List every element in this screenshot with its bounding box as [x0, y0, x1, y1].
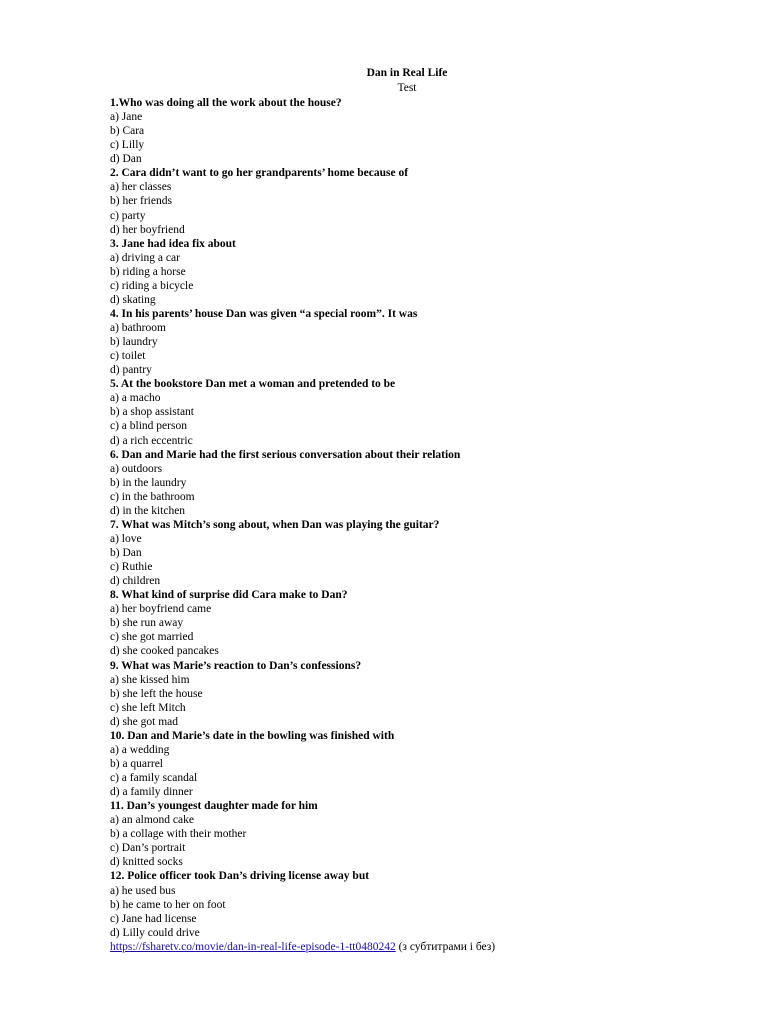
answer-option: d) Lilly could drive — [110, 926, 200, 939]
answer-option: b) a shop assistant — [110, 406, 195, 419]
answer-option: c) Ruthie — [110, 561, 153, 574]
footer — [110, 940, 495, 954]
answer-option: b) Cara — [110, 125, 145, 138]
question-text: 11. Dan’s youngest daughter made for him — [110, 800, 318, 813]
answer-option: d) a rich eccentric — [110, 434, 193, 447]
question-block — [110, 377, 750, 447]
answer-option: a) driving a car — [110, 251, 180, 264]
answer-option: c) a blind person — [110, 420, 187, 433]
document-title: Dan in Real Life — [366, 67, 448, 79]
answer-option: a) bathroom — [110, 322, 166, 334]
question-list — [110, 96, 750, 940]
answer-option: b) her friends — [110, 195, 172, 208]
answer-option: c) riding a bicycle — [110, 279, 194, 292]
question-text: 6. Dan and Marie had the first serious conversation about their relation — [110, 448, 461, 461]
answer-option: c) she got married — [110, 631, 194, 644]
question-block — [110, 869, 750, 939]
question-block — [110, 588, 750, 658]
question-text: 3. Jane had idea fix about — [110, 237, 236, 250]
question-block — [110, 237, 750, 307]
question-text: 8. What kind of surprise did Cara make to Dan? — [110, 589, 348, 602]
question-block — [110, 307, 750, 377]
answer-option: d) a family dinner — [110, 786, 193, 799]
answer-option: d) Dan — [110, 153, 142, 166]
answer-option: b) Dan — [110, 547, 142, 559]
answer-option: b) she left the house — [110, 687, 203, 700]
answer-option: b) a quarrel — [110, 757, 163, 770]
answer-option: a) love — [110, 532, 142, 545]
answer-option: a) he used bus — [110, 884, 176, 897]
question-block — [110, 96, 750, 166]
question-text: 4. In his parents’ house Dan was given “a special room”. It was — [110, 307, 418, 320]
answer-option: c) Jane had license — [110, 912, 197, 925]
question-text: 5. At the bookstore Dan met a woman and pretended to be — [110, 378, 396, 391]
answer-option: c) toilet — [110, 350, 146, 363]
document-page — [0, 66, 768, 939]
answer-option: c) Dan’s portrait — [110, 842, 186, 855]
answer-option: d) in the kitchen — [110, 504, 186, 517]
question-text: 12. Police officer took Dan’s driving license away but — [110, 870, 370, 883]
footer-note: (з субтитрами і без) — [395, 941, 496, 953]
answer-option: a) Jane — [110, 111, 143, 124]
question-text: 2. Cara didn’t want to go her grandparents’ home because of — [110, 167, 409, 180]
question-text: 9. What was Marie’s reaction to Dan’s confessions? — [110, 659, 362, 672]
answer-option: d) her boyfriend — [110, 223, 185, 236]
answer-option: a) her classes — [110, 181, 172, 194]
movie-link[interactable]: https://fsharetv.co/movie/dan-in-real-life-episode-1-tt0480242 — [110, 941, 396, 953]
question-block — [110, 448, 750, 518]
answer-option: b) riding a horse — [110, 265, 186, 278]
answer-option: d) skating — [110, 293, 156, 306]
answer-option: c) party — [110, 209, 146, 222]
answer-option: d) pantry — [110, 364, 152, 377]
question-text: 10. Dan and Marie’s date in the bowling was finished with — [110, 729, 395, 742]
answer-option: a) a macho — [110, 392, 161, 405]
answer-option: c) a family scandal — [110, 772, 198, 784]
answer-option: b) he came to her on foot — [110, 898, 226, 911]
answer-option: d) knitted socks — [110, 856, 183, 869]
answer-option: a) her boyfriend came — [110, 603, 212, 616]
answer-option: a) a wedding — [110, 743, 170, 756]
answer-option: d) children — [110, 575, 161, 588]
document-subtitle: Test — [397, 82, 417, 94]
answer-option: b) a collage with their mother — [110, 828, 247, 841]
question-block — [110, 659, 750, 729]
answer-option: a) she kissed him — [110, 673, 190, 686]
answer-option: b) she run away — [110, 617, 184, 630]
question-block — [110, 518, 750, 588]
question-block — [110, 166, 750, 236]
question-text: 1.Who was doing all the work about the house? — [110, 97, 342, 109]
answer-option: d) she cooked pancakes — [110, 645, 219, 658]
answer-option: c) she left Mitch — [110, 701, 186, 714]
answer-option: d) she got mad — [110, 715, 179, 728]
answer-option: a) an almond cake — [110, 814, 194, 827]
answer-option: c) in the bathroom — [110, 490, 195, 503]
answer-option: c) Lilly — [110, 139, 145, 152]
answer-option: b) in the laundry — [110, 476, 187, 489]
question-block — [110, 729, 750, 799]
answer-option: b) laundry — [110, 336, 158, 349]
answer-option: a) outdoors — [110, 462, 163, 475]
question-text: 7. What was Mitch’s song about, when Dan was playing the guitar? — [110, 518, 440, 531]
question-block — [110, 799, 750, 869]
